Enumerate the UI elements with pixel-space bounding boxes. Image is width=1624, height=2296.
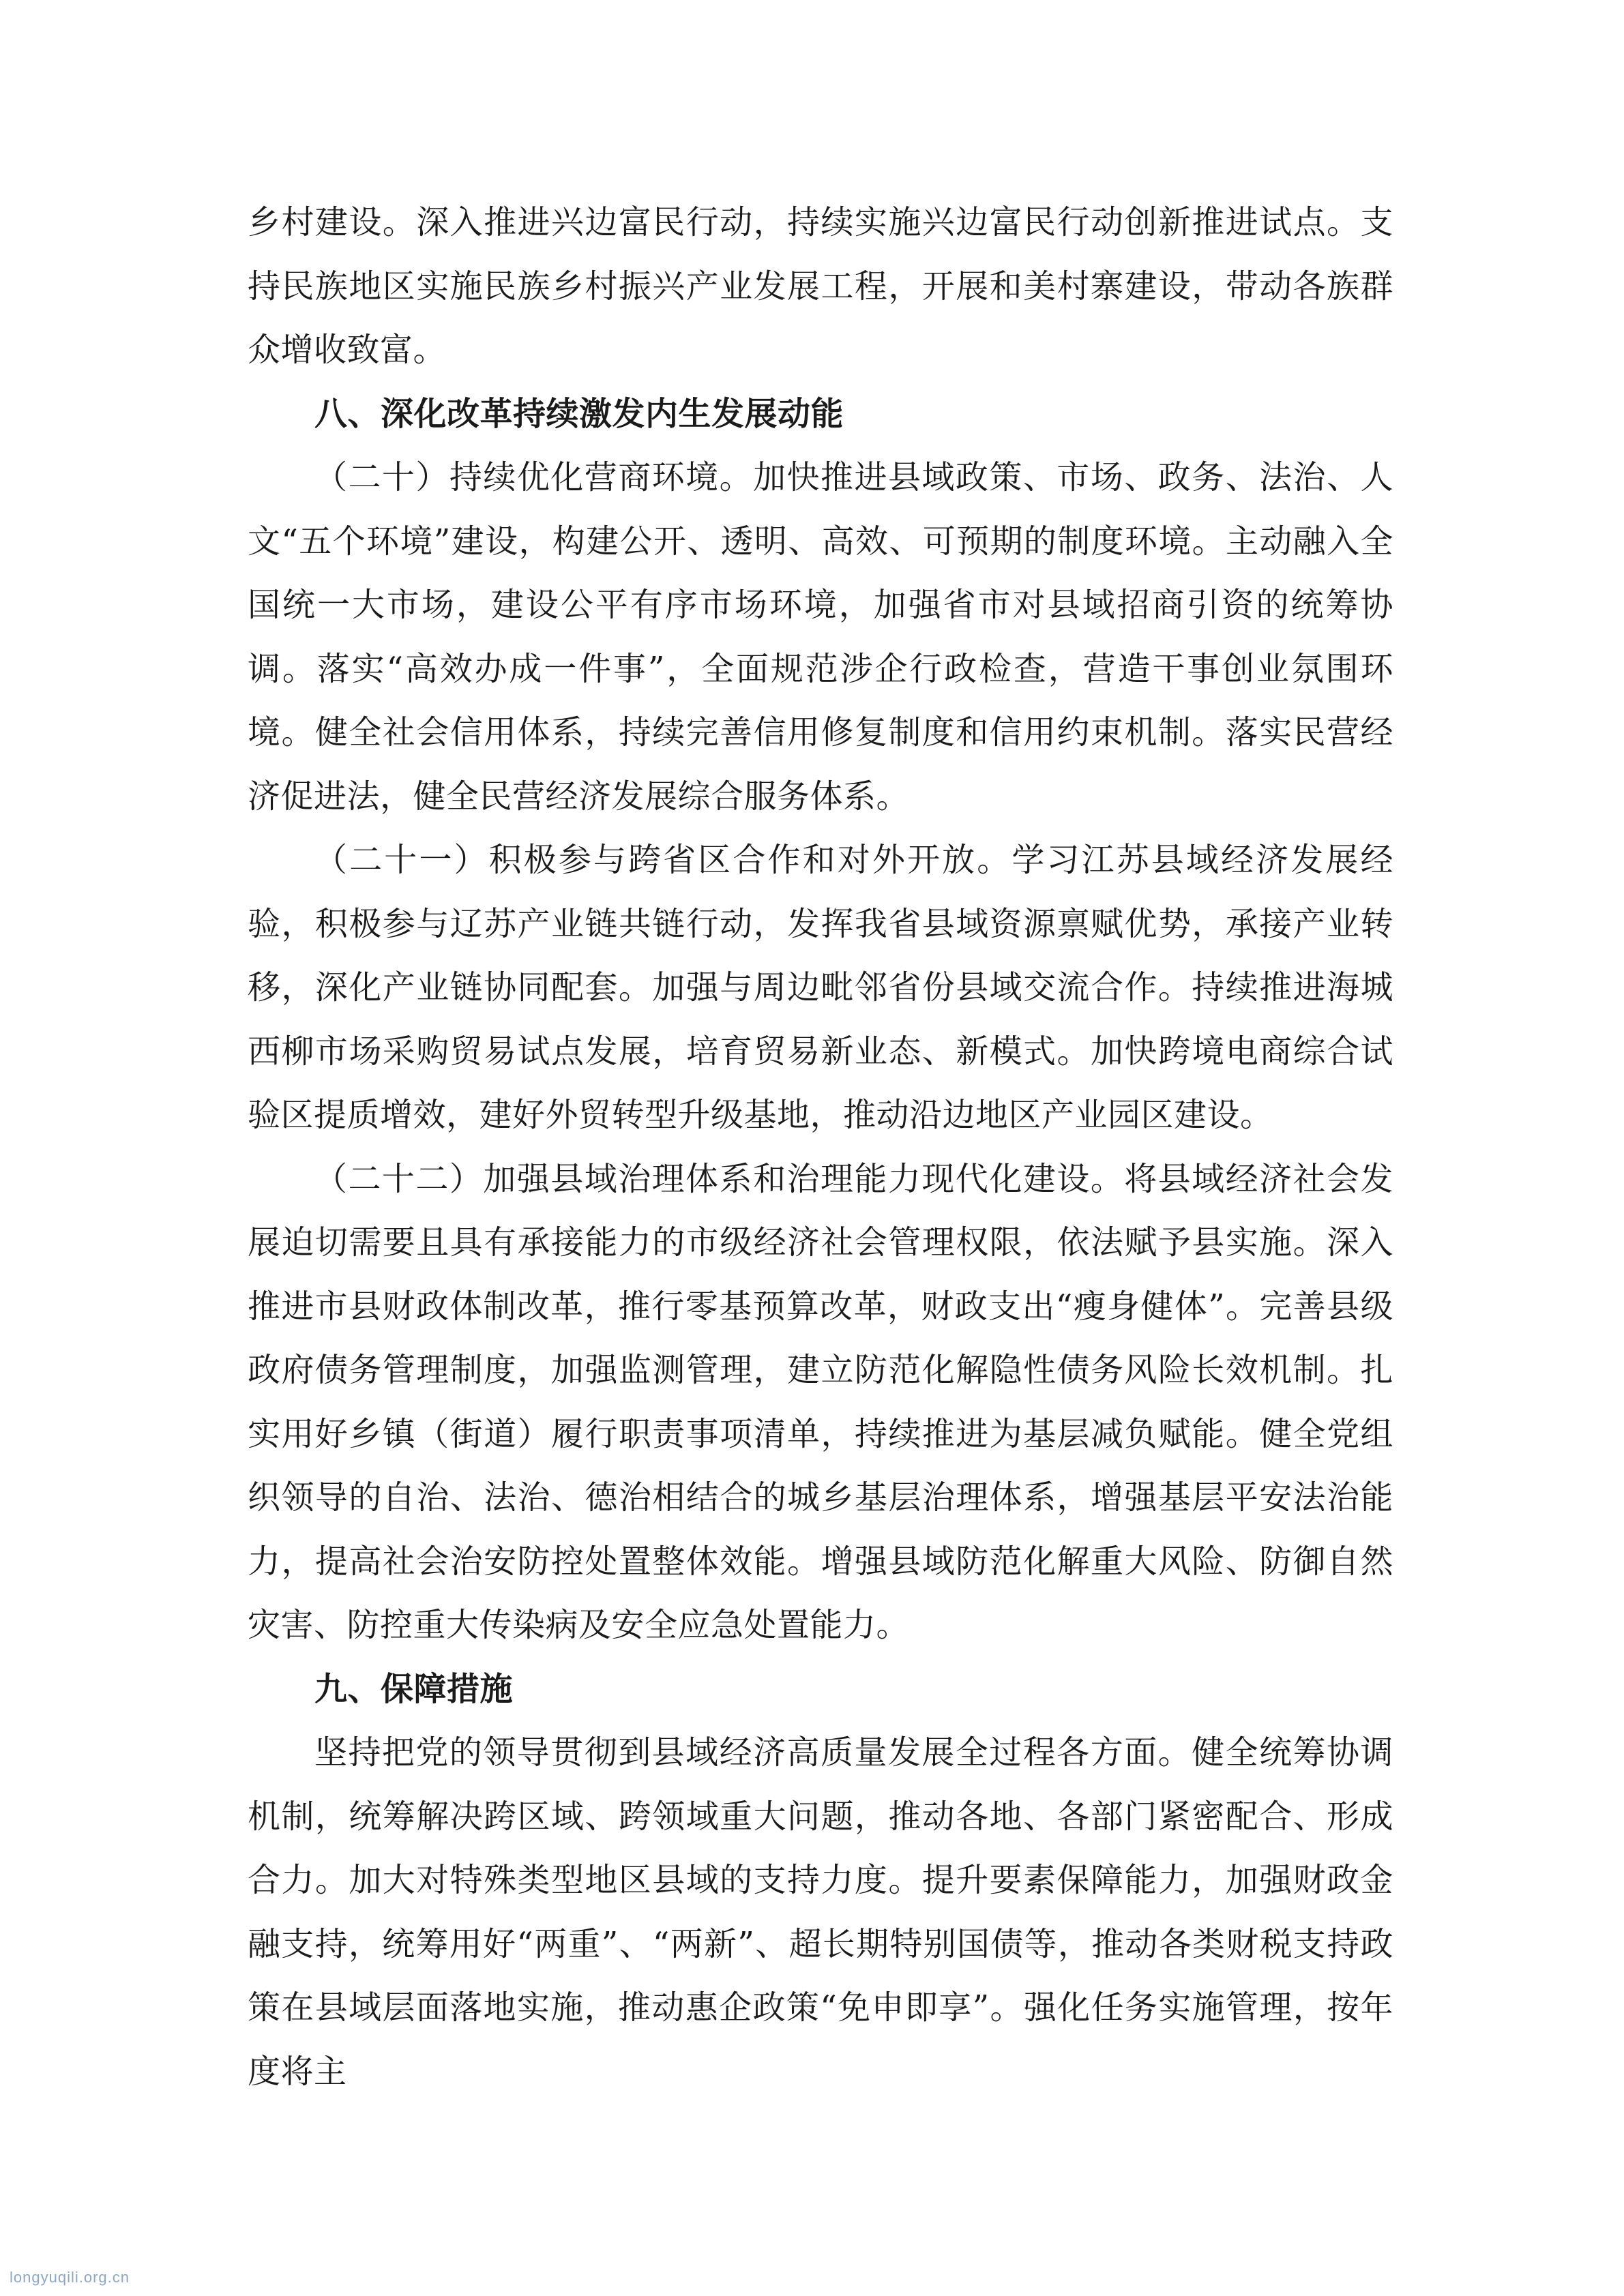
watermark-text: longyuqili.org.cn	[10, 2269, 130, 2286]
paragraph-safeguards: 坚持把党的领导贯彻到县域经济高质量发展全过程各方面。健全统筹协调机制，统筹解决跨区域、跨领域重大问题，推动各地、各部门紧密配合、形成合力。加大对特殊类型地区县域的支持力度。提升要素保障能力，加强财政金融支持，统筹用好“两重”、“两新”、超长期特别国债等，推动各类财税支持政策在县域层面落地实施，推动惠企政策“免申即享”。强化任务实施管理，按年度将主	[248, 1733, 1393, 2091]
document-body	[248, 191, 1393, 2104]
paragraph-20: （二十）持续优化营商环境。加快推进县域政策、市场、政务、法治、人文“五个环境”建设，构建公开、透明、高效、可预期的制度环境。主动融入全国统一大市场，建设公平有序市场环境，加强省市对县域招商引资的统筹协调。落实“高效办成一件事”，全面规范涉企行政检查，营造干事创业氛围环境。健全社会信用体系，持续完善信用修复制度和信用约束机制。落实民营经济促进法，健全民营经济发展综合服务体系。	[248, 458, 1393, 816]
paragraph-21: （二十一）积极参与跨省区合作和对外开放。学习江苏县域经济发展经验，积极参与辽苏产业链共链行动，发挥我省县域资源禀赋优势，承接产业转移，深化产业链协同配套。加强与周边毗邻省份县域交流合作。持续推进海城西柳市场采购贸易试点发展，培育贸易新业态、新模式。加快跨境电商综合试验区提质增效，建好外贸转型升级基地，推动沿边地区产业园区建设。	[248, 841, 1393, 1134]
paragraph-rural-construction: 乡村建设。深入推进兴边富民行动，持续实施兴边富民行动创新推进试点。支持民族地区实施民族乡村振兴产业发展工程，开展和美村寨建设，带动各族群众增收致富。	[248, 203, 1393, 369]
paragraph-22: （二十二）加强县域治理体系和治理能力现代化建设。将县域经济社会发展迫切需要且具有承接能力的市级经济社会管理权限，依法赋予县实施。深入推进市县财政体制改革，推行零基预算改革，财政支出“瘦身健体”。完善县级政府债务管理制度，加强监测管理，建立防范化解隐性债务风险长效机制。扎实用好乡镇（街道）履行职责事项清单，持续推进为基层减负赋能。健全党组织领导的自治、法治、德治相结合的城乡基层治理体系，增强基层平安法治能力，提高社会治安防控处置整体效能。增强县域防范化解重大风险、防御自然灾害、防控重大传染病及安全应急处置能力。	[248, 1159, 1393, 1644]
section-heading-8: 八、深化改革持续激发内生发展动能	[314, 394, 844, 433]
section-heading-9: 九、保障措施	[314, 1669, 514, 1708]
